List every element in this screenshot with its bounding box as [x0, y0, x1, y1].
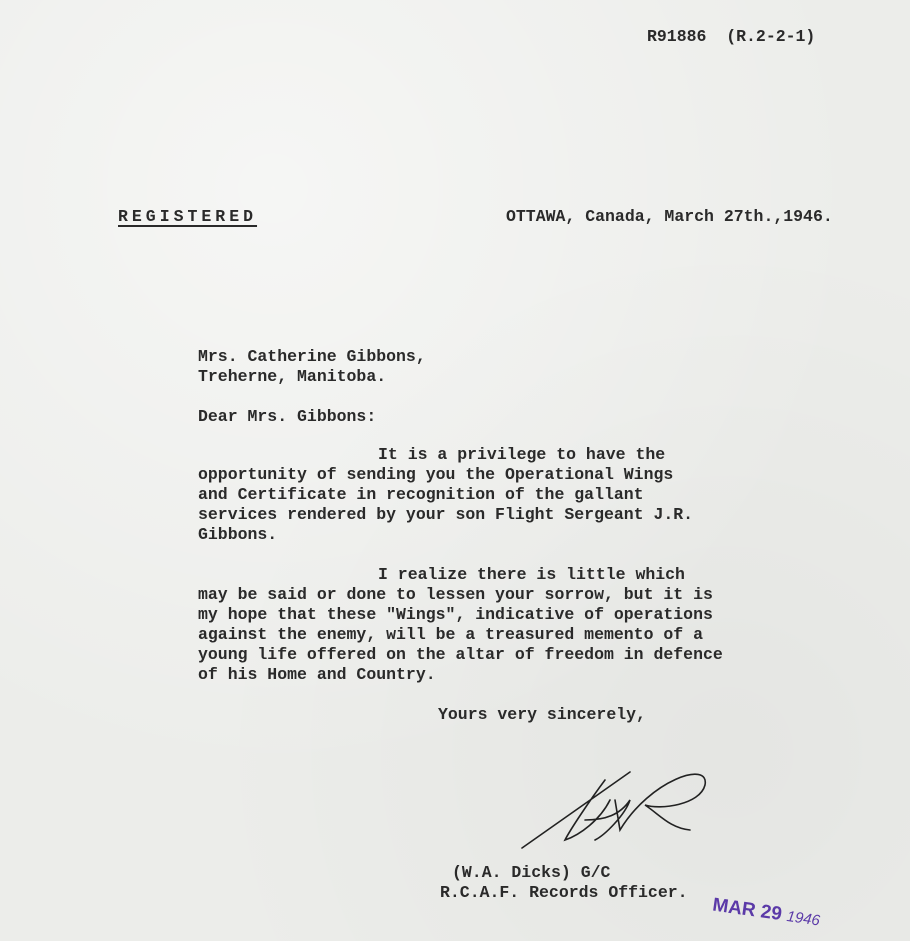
- registered-heading: REGISTERED: [118, 207, 258, 226]
- paragraph-line: may be said or done to lessen your sorrow, but it is: [198, 585, 713, 604]
- paragraph-line: my hope that these "Wings", indicative of operations: [198, 605, 713, 624]
- signer-name: (W.A. Dicks) G/C: [452, 863, 611, 882]
- reference-number: R91886 (R.2-2-1): [647, 27, 816, 46]
- paragraph-line: against the enemy, will be a treasured memento of a: [198, 625, 703, 644]
- paragraph-line: of his Home and Country.: [198, 665, 436, 684]
- paragraph-line: It is a privilege to have the: [378, 445, 666, 464]
- paragraph-line: and Certificate in recognition of the gallant: [198, 485, 644, 504]
- stamp-year: 1946: [785, 907, 821, 930]
- paragraph-1: [198, 445, 693, 545]
- salutation: Dear Mrs. Gibbons:: [198, 407, 377, 426]
- place-date: OTTAWA, Canada, March 27th.,1946.: [506, 207, 833, 226]
- paragraph-line: young life offered on the altar of freedom in defence: [198, 645, 723, 664]
- paragraph-2: [198, 565, 723, 685]
- stamp-date: MAR 29: [711, 894, 784, 926]
- recipient-address: [198, 347, 426, 387]
- date-stamp: [711, 895, 821, 933]
- paragraph-line: services rendered by your son Flight Sergeant J.R.: [198, 505, 694, 524]
- paragraph-line: Gibbons.: [198, 525, 278, 544]
- paragraph-line: opportunity of sending you the Operational Wings: [198, 465, 674, 484]
- address-line: Mrs. Catherine Gibbons,: [198, 347, 426, 366]
- signer-title: R.C.A.F. Records Officer.: [440, 883, 688, 902]
- closing: Yours very sincerely,: [438, 705, 646, 724]
- paragraph-line: I realize there is little which: [378, 565, 685, 584]
- handwritten-signature: [510, 760, 730, 860]
- address-line: Treherne, Manitoba.: [198, 367, 387, 386]
